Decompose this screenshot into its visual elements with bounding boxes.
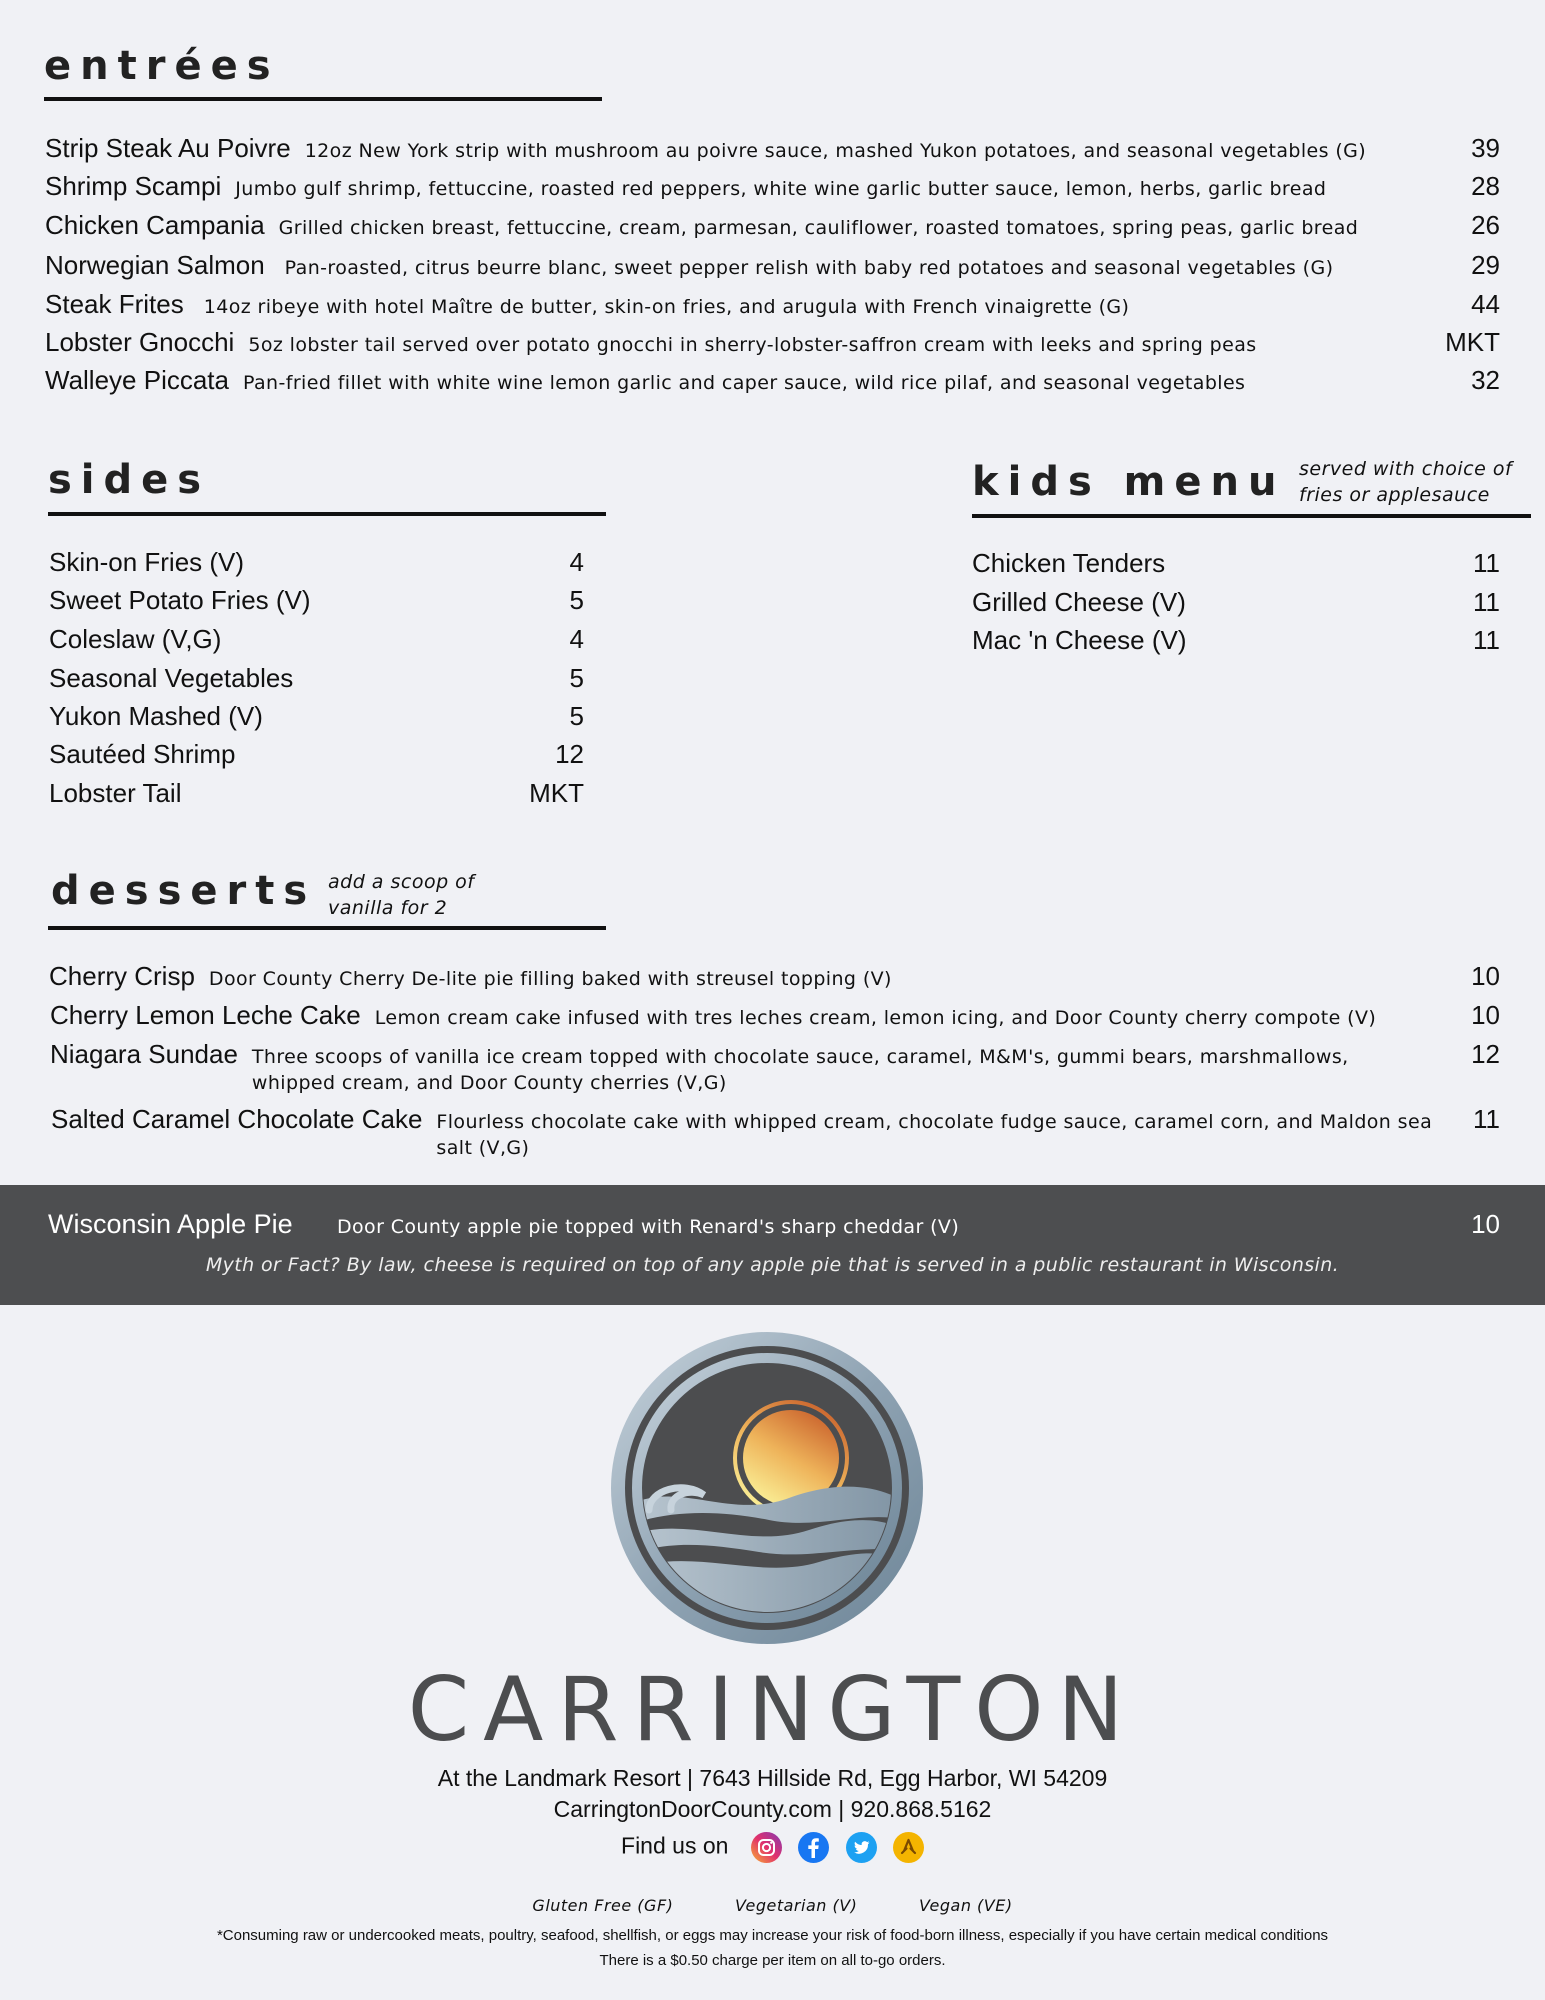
entree-price: 29 xyxy=(1471,250,1500,280)
entree-price: 44 xyxy=(1471,289,1500,319)
entree-price: 39 xyxy=(1471,133,1500,163)
side-price: 4 xyxy=(569,624,584,654)
entree-name: Lobster Gnocchi xyxy=(45,327,235,357)
side-name: Coleslaw (V,G) xyxy=(49,624,222,654)
instagram-icon[interactable] xyxy=(751,1832,782,1863)
yelp-icon[interactable] xyxy=(893,1832,924,1863)
entree-price: MKT xyxy=(1445,327,1500,357)
legend-gluten-free: Gluten Free (GF) xyxy=(532,1896,674,1915)
sunset-wave-emblem-icon xyxy=(609,1330,925,1646)
featured-dessert-fact: Myth or Fact? By law, cheese is required on top of any apple pie that is served in a public restaurant in Wisconsin. xyxy=(205,1254,1340,1276)
entree-name: Shrimp Scampi xyxy=(45,171,222,201)
entree-desc: 5oz lobster tail served over potato gnocchi in sherry-lobster-saffron cream with leeks and spring peas xyxy=(248,334,1257,356)
kids-item-name: Chicken Tenders xyxy=(972,548,1166,578)
kids-item-price: 11 xyxy=(1473,625,1500,655)
entree-price: 32 xyxy=(1471,365,1500,395)
kids-item-price: 11 xyxy=(1473,548,1500,578)
entree-name: Chicken Campania xyxy=(45,210,265,240)
dessert-price: 11 xyxy=(1473,1104,1500,1134)
side-price: 5 xyxy=(569,701,584,731)
side-price: 4 xyxy=(569,547,584,577)
entree-item xyxy=(45,133,1366,164)
twitter-icon[interactable] xyxy=(846,1832,877,1863)
entree-desc: 12oz New York strip with mushroom au poivre sauce, mashed Yukon potatoes, and seasonal vegetables (G) xyxy=(304,140,1367,162)
entree-name: Norwegian Salmon xyxy=(45,250,265,280)
side-price: 5 xyxy=(569,663,584,693)
entrees-heading: entrées xyxy=(44,43,280,89)
sides-heading: sides xyxy=(48,457,211,503)
sides-rule xyxy=(48,512,606,516)
dessert-desc: Lemon cream cake infused with tres leches cream, lemon icing, and Door County cherry compote (V) xyxy=(374,1007,1377,1029)
entree-name: Steak Frites xyxy=(45,289,184,319)
entree-desc: Pan-roasted, citrus beurre blanc, sweet pepper relish with baby red potatoes and seasonal vegetables (G) xyxy=(284,257,1334,279)
dessert-item xyxy=(49,961,892,992)
side-name: Sautéed Shrimp xyxy=(49,739,236,769)
legend-vegan: Vegan (VE) xyxy=(919,1896,1013,1915)
kids-item-name: Mac 'n Cheese (V) xyxy=(972,625,1187,655)
dessert-desc: Three scoops of vanilla ice cream topped with chocolate sauce, caramel, M&M's, gummi bears, marshmallows, whipped cream, and Door County cherries (V,G) xyxy=(251,1046,1349,1094)
facebook-icon[interactable] xyxy=(798,1832,829,1863)
side-price: MKT xyxy=(529,778,584,808)
to-go-charge-note: There is a $0.50 charge per item on all to-go orders. xyxy=(599,1952,946,1969)
entree-item xyxy=(45,250,1333,281)
desserts-note-line: vanilla for 2 xyxy=(328,897,448,919)
entree-item xyxy=(45,210,1358,241)
entree-item xyxy=(45,365,1245,396)
featured-dessert-price: 10 xyxy=(1471,1209,1500,1239)
website-phone[interactable]: CarringtonDoorCounty.com | 920.868.5162 xyxy=(553,1796,992,1822)
entrees-rule xyxy=(44,97,602,101)
carrington-logo xyxy=(609,1330,925,1646)
dessert-name: Niagara Sundae xyxy=(50,1039,238,1069)
entree-name: Walleye Piccata xyxy=(45,365,229,395)
entree-item xyxy=(45,171,1326,202)
find-us-label: Find us on xyxy=(621,1832,729,1859)
legend-vegetarian: Vegetarian (V) xyxy=(734,1896,858,1915)
address: At the Landmark Resort | 7643 Hillside Rd, Egg Harbor, WI 54209 xyxy=(437,1765,1108,1791)
desserts-note-line: add a scoop of xyxy=(328,871,475,893)
dessert-price: 12 xyxy=(1471,1039,1500,1069)
dessert-price: 10 xyxy=(1471,1000,1500,1030)
featured-dessert-desc: Door County apple pie topped with Renard's sharp cheddar (V) xyxy=(337,1216,960,1238)
dessert-price: 10 xyxy=(1471,961,1500,991)
dessert-name: Salted Caramel Chocolate Cake xyxy=(51,1104,423,1134)
side-name: Sweet Potato Fries (V) xyxy=(49,585,311,615)
desserts-note xyxy=(328,869,475,921)
dessert-item xyxy=(50,1000,1376,1031)
dessert-desc: Door County Cherry De-lite pie filling baked with streusel topping (V) xyxy=(208,968,892,990)
kids-item-name: Grilled Cheese (V) xyxy=(972,587,1186,617)
diet-legend xyxy=(0,1896,1545,1915)
featured-dessert-band xyxy=(0,1185,1545,1305)
side-price: 12 xyxy=(555,739,584,769)
side-name: Seasonal Vegetables xyxy=(49,663,294,693)
kids-note-line: fries or applesauce xyxy=(1299,484,1490,506)
dessert-name: Cherry Crisp xyxy=(49,961,195,991)
desserts-rule xyxy=(48,926,606,930)
dessert-item xyxy=(51,1104,1441,1161)
kids-note-line: served with choice of xyxy=(1299,458,1513,480)
dessert-name: Cherry Lemon Leche Cake xyxy=(50,1000,361,1030)
entree-item xyxy=(45,289,1129,320)
brand-name: CARRINGTON xyxy=(407,1658,1138,1761)
desserts-heading: desserts xyxy=(51,868,317,914)
side-name: Lobster Tail xyxy=(49,778,182,808)
kids-rule xyxy=(972,514,1531,518)
kids-item-price: 11 xyxy=(1473,587,1500,617)
entree-desc: Grilled chicken breast, fettuccine, cream, parmesan, cauliflower, roasted tomatoes, spring peas, garlic bread xyxy=(278,217,1359,239)
entree-desc: Jumbo gulf shrimp, fettuccine, roasted red peppers, white wine garlic butter sauce, lemon, herbs, garlic bread xyxy=(235,178,1327,200)
side-name: Skin-on Fries (V) xyxy=(49,547,245,577)
side-price: 5 xyxy=(569,585,584,615)
featured-dessert-name: Wisconsin Apple Pie xyxy=(48,1209,293,1239)
entree-desc: 14oz ribeye with hotel Maître de butter, skin-on fries, and arugula with French vinaigrette (G) xyxy=(203,296,1130,318)
entree-price: 26 xyxy=(1471,210,1500,240)
kids-heading: kids menu xyxy=(972,459,1286,505)
entree-name: Strip Steak Au Poivre xyxy=(45,133,291,163)
entree-item xyxy=(45,327,1257,358)
entree-desc: Pan-fried fillet with white wine lemon garlic and caper sauce, wild rice pilaf, and seasonal vegetables xyxy=(243,372,1246,394)
dessert-item xyxy=(50,1039,1440,1096)
kids-note xyxy=(1299,456,1512,508)
entree-price: 28 xyxy=(1471,171,1500,201)
side-name: Yukon Mashed (V) xyxy=(49,701,263,731)
social-row xyxy=(0,1832,1545,1863)
dessert-desc: Flourless chocolate cake with whipped cream, chocolate fudge sauce, caramel corn, and Maldon sea salt (V,G) xyxy=(436,1111,1433,1159)
disclaimer: *Consuming raw or undercooked meats, poultry, seafood, shellfish, or eggs may increase your risk of food-born illness, especially if you have certain medical conditions xyxy=(216,1927,1329,1944)
